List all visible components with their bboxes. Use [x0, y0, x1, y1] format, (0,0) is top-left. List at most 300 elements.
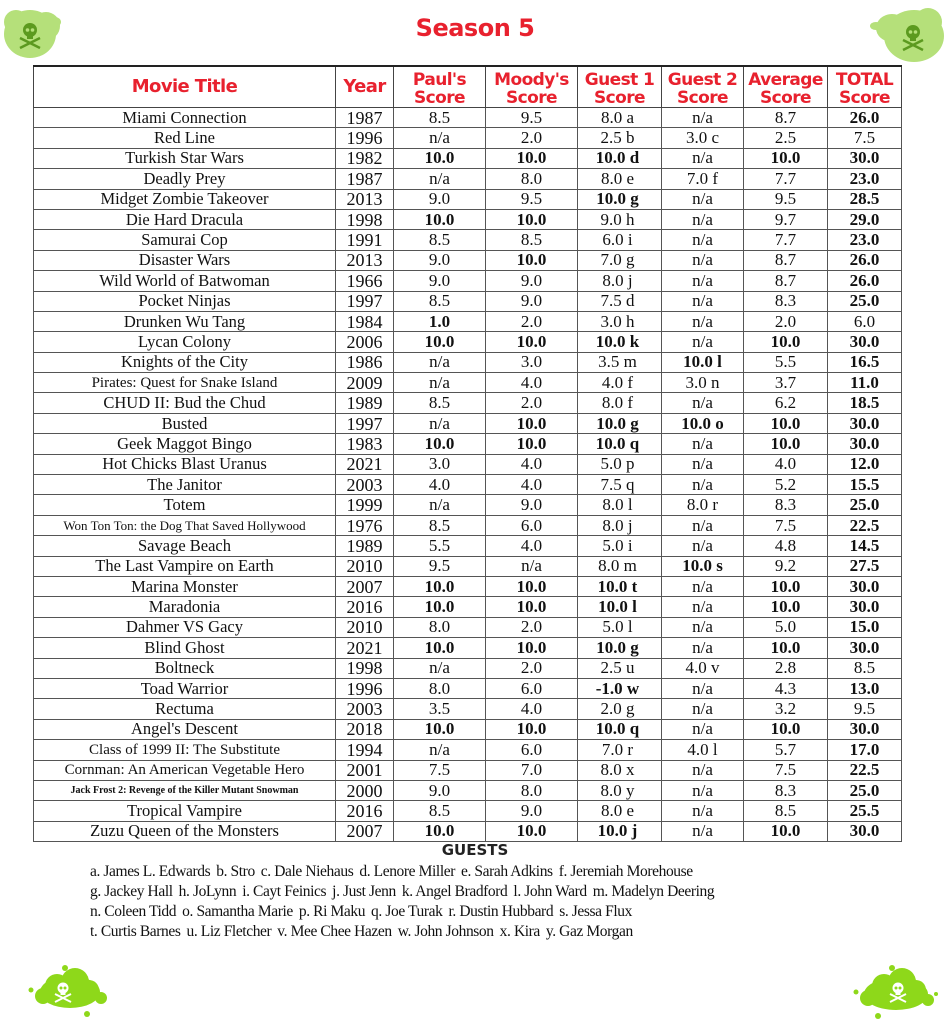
header-movie-title[interactable]: Movie Title — [34, 66, 336, 108]
cell-moody: 4.0 — [486, 536, 578, 556]
cell-paul: 5.5 — [394, 536, 486, 556]
cell-moody: 3.0 — [486, 352, 578, 372]
cell-year: 1994 — [336, 740, 394, 760]
cell-moody: 9.0 — [486, 495, 578, 515]
guest-entry: x. Kira — [499, 923, 540, 940]
cell-guest2: 7.0 f — [662, 169, 744, 189]
table-row — [34, 291, 902, 311]
cell-year: 2003 — [336, 699, 394, 719]
cell-paul: n/a — [394, 658, 486, 678]
cell-average: 2.0 — [744, 311, 828, 331]
table-row — [34, 638, 902, 658]
cell-guest2: n/a — [662, 678, 744, 698]
cell-average: 8.3 — [744, 291, 828, 311]
cell-total: 22.5 — [828, 515, 902, 535]
cell-guest2: n/a — [662, 230, 744, 250]
table-row — [34, 821, 902, 841]
cell-guest1: 3.5 m — [578, 352, 662, 372]
cell-average: 5.7 — [744, 740, 828, 760]
cell-total: 15.0 — [828, 617, 902, 637]
cell-movie: Totem — [34, 495, 336, 515]
cell-paul: 3.0 — [394, 454, 486, 474]
cell-guest2: n/a — [662, 780, 744, 800]
cell-movie: Blind Ghost — [34, 638, 336, 658]
cell-moody: 6.0 — [486, 515, 578, 535]
cell-guest1: 6.0 i — [578, 230, 662, 250]
cell-movie: Marina Monster — [34, 576, 336, 596]
header-total-score[interactable] — [828, 66, 902, 108]
table-row — [34, 128, 902, 148]
cell-movie: Turkish Star Wars — [34, 148, 336, 168]
table-row — [34, 780, 902, 800]
cell-movie: The Janitor — [34, 475, 336, 495]
cell-movie: Angel's Descent — [34, 719, 336, 739]
cell-movie: Jack Frost 2: Revenge of the Killer Mutant Snowman — [34, 780, 336, 800]
cell-paul: 9.0 — [394, 250, 486, 270]
cell-paul: 10.0 — [394, 148, 486, 168]
cell-year: 1999 — [336, 495, 394, 515]
cell-movie: Toad Warrior — [34, 678, 336, 698]
guest-entry: e. Sarah Adkins — [460, 863, 553, 880]
cell-movie: Geek Maggot Bingo — [34, 434, 336, 454]
cell-guest1: 7.0 g — [578, 250, 662, 270]
header-label: Score — [594, 88, 645, 108]
cell-guest1: 2.5 b — [578, 128, 662, 148]
guest-entry: k. Angel Bradford — [401, 883, 508, 900]
cell-movie: Maradonia — [34, 597, 336, 617]
cell-guest2: n/a — [662, 108, 744, 128]
table-row — [34, 230, 902, 250]
cell-paul: 8.5 — [394, 108, 486, 128]
cell-total: 22.5 — [828, 760, 902, 780]
table-row — [34, 576, 902, 596]
cell-guest1: 8.0 y — [578, 780, 662, 800]
toxic-cloud-skull-icon — [848, 960, 943, 1020]
cell-average: 3.7 — [744, 373, 828, 393]
cell-guest1: 7.5 q — [578, 475, 662, 495]
cell-guest2: 10.0 l — [662, 352, 744, 372]
cell-total: 25.5 — [828, 801, 902, 821]
cell-paul: 9.5 — [394, 556, 486, 576]
guest-entry: o. Samantha Marie — [182, 903, 293, 920]
cell-total: 6.0 — [828, 311, 902, 331]
cell-guest2: n/a — [662, 719, 744, 739]
cell-moody: 9.5 — [486, 108, 578, 128]
cell-total: 9.5 — [828, 699, 902, 719]
cell-average: 9.5 — [744, 189, 828, 209]
header-label: Guest 1 — [584, 70, 655, 90]
cell-paul: 10.0 — [394, 597, 486, 617]
cell-moody: 8.5 — [486, 230, 578, 250]
cell-guest2: 3.0 c — [662, 128, 744, 148]
guest-legend-line — [90, 922, 890, 942]
cell-guest1: -1.0 w — [578, 678, 662, 698]
cell-guest2: n/a — [662, 638, 744, 658]
cell-moody: 10.0 — [486, 413, 578, 433]
cell-moody: 10.0 — [486, 332, 578, 352]
cell-moody: 7.0 — [486, 760, 578, 780]
table-row — [34, 719, 902, 739]
cell-guest2: 4.0 v — [662, 658, 744, 678]
cell-paul: 3.5 — [394, 699, 486, 719]
table-row — [34, 740, 902, 760]
cell-total: 30.0 — [828, 719, 902, 739]
cell-guest1: 10.0 q — [578, 434, 662, 454]
cell-guest2: n/a — [662, 393, 744, 413]
cell-average: 8.3 — [744, 495, 828, 515]
cell-guest2: n/a — [662, 617, 744, 637]
cell-average: 3.2 — [744, 699, 828, 719]
cell-average: 10.0 — [744, 597, 828, 617]
cell-year: 2007 — [336, 821, 394, 841]
cell-moody: 9.0 — [486, 271, 578, 291]
cell-year: 2006 — [336, 332, 394, 352]
cell-year: 1998 — [336, 658, 394, 678]
cell-year: 2013 — [336, 250, 394, 270]
table-row — [34, 536, 902, 556]
cell-average: 6.2 — [744, 393, 828, 413]
cell-paul: 10.0 — [394, 719, 486, 739]
cell-paul: 8.5 — [394, 230, 486, 250]
guest-entry: p. Ri Maku — [298, 903, 366, 920]
cell-year: 2016 — [336, 597, 394, 617]
cell-average: 8.7 — [744, 108, 828, 128]
cell-total: 30.0 — [828, 148, 902, 168]
cell-moody: n/a — [486, 556, 578, 576]
cell-year: 1982 — [336, 148, 394, 168]
cell-moody: 2.0 — [486, 617, 578, 637]
cell-guest2: n/a — [662, 760, 744, 780]
cell-guest2: 10.0 o — [662, 413, 744, 433]
header-guest1-score[interactable] — [578, 66, 662, 108]
cell-movie: Pirates: Quest for Snake Island — [34, 373, 336, 393]
cell-year: 2018 — [336, 719, 394, 739]
cell-paul: 10.0 — [394, 332, 486, 352]
cell-guest2: n/a — [662, 475, 744, 495]
cell-paul: 8.5 — [394, 801, 486, 821]
cell-guest2: n/a — [662, 536, 744, 556]
cell-year: 2013 — [336, 189, 394, 209]
cell-paul: 7.5 — [394, 760, 486, 780]
cell-paul: 8.0 — [394, 617, 486, 637]
guest-entry: h. JoLynn — [178, 883, 237, 900]
cell-movie: Wild World of Batwoman — [34, 271, 336, 291]
cell-year: 1987 — [336, 108, 394, 128]
cell-moody: 10.0 — [486, 250, 578, 270]
cell-moody: 2.0 — [486, 658, 578, 678]
cell-moody: 10.0 — [486, 638, 578, 658]
cell-total: 14.5 — [828, 536, 902, 556]
cell-guest1: 8.0 a — [578, 108, 662, 128]
cell-moody: 9.5 — [486, 189, 578, 209]
cell-paul: n/a — [394, 495, 486, 515]
cell-paul: 8.5 — [394, 291, 486, 311]
cell-guest2: n/a — [662, 148, 744, 168]
cell-movie: The Last Vampire on Earth — [34, 556, 336, 576]
cell-average: 9.2 — [744, 556, 828, 576]
cell-year: 1996 — [336, 128, 394, 148]
cell-moody: 8.0 — [486, 169, 578, 189]
cell-average: 10.0 — [744, 434, 828, 454]
cell-guest2: n/a — [662, 515, 744, 535]
cell-guest2: n/a — [662, 250, 744, 270]
cell-total: 18.5 — [828, 393, 902, 413]
cell-guest1: 9.0 h — [578, 209, 662, 229]
cell-total: 12.0 — [828, 454, 902, 474]
scores-table — [33, 65, 902, 842]
cell-movie: Busted — [34, 413, 336, 433]
cell-paul: 9.0 — [394, 780, 486, 800]
cell-guest1: 7.0 r — [578, 740, 662, 760]
header-label: Score — [677, 88, 728, 108]
cell-total: 25.0 — [828, 495, 902, 515]
cell-total: 25.0 — [828, 291, 902, 311]
cell-paul: n/a — [394, 352, 486, 372]
header-moody-score[interactable] — [486, 66, 578, 108]
cell-guest2: n/a — [662, 597, 744, 617]
cell-paul: 1.0 — [394, 311, 486, 331]
cell-total: 16.5 — [828, 352, 902, 372]
header-label: Score — [506, 88, 557, 108]
cell-guest1: 8.0 x — [578, 760, 662, 780]
cell-total: 17.0 — [828, 740, 902, 760]
cell-average: 5.2 — [744, 475, 828, 495]
cell-total: 30.0 — [828, 821, 902, 841]
table-row — [34, 617, 902, 637]
cell-moody: 9.0 — [486, 291, 578, 311]
table-row — [34, 393, 902, 413]
cell-paul: 10.0 — [394, 434, 486, 454]
cell-guest1: 10.0 j — [578, 821, 662, 841]
table-row — [34, 760, 902, 780]
guest-entry: v. Mee Chee Hazen — [277, 923, 392, 940]
cell-moody: 9.0 — [486, 801, 578, 821]
cell-total: 13.0 — [828, 678, 902, 698]
cell-total: 26.0 — [828, 108, 902, 128]
cell-total: 30.0 — [828, 434, 902, 454]
header-average-score[interactable] — [744, 66, 828, 108]
table-row — [34, 454, 902, 474]
cell-moody: 10.0 — [486, 434, 578, 454]
cell-year: 1966 — [336, 271, 394, 291]
cell-average: 10.0 — [744, 821, 828, 841]
cell-average: 10.0 — [744, 413, 828, 433]
guest-entry: q. Joe Turak — [371, 903, 443, 920]
cell-paul: n/a — [394, 169, 486, 189]
table-row — [34, 189, 902, 209]
cell-paul: 8.0 — [394, 678, 486, 698]
table-row — [34, 169, 902, 189]
cell-paul: n/a — [394, 740, 486, 760]
cell-total: 8.5 — [828, 658, 902, 678]
cell-movie: Midget Zombie Takeover — [34, 189, 336, 209]
cell-year: 1997 — [336, 291, 394, 311]
cell-moody: 10.0 — [486, 576, 578, 596]
table-row — [34, 271, 902, 291]
cell-guest2: n/a — [662, 821, 744, 841]
cell-year: 2021 — [336, 638, 394, 658]
cell-average: 10.0 — [744, 638, 828, 658]
cell-moody: 10.0 — [486, 597, 578, 617]
table-row — [34, 495, 902, 515]
cell-average: 5.0 — [744, 617, 828, 637]
cell-year: 1997 — [336, 413, 394, 433]
cell-movie: Pocket Ninjas — [34, 291, 336, 311]
table-row — [34, 209, 902, 229]
cell-guest2: n/a — [662, 801, 744, 821]
cell-year: 1989 — [336, 393, 394, 413]
table-row — [34, 352, 902, 372]
cell-movie: Hot Chicks Blast Uranus — [34, 454, 336, 474]
table-row — [34, 434, 902, 454]
cell-guest1: 2.5 u — [578, 658, 662, 678]
cell-paul: 10.0 — [394, 821, 486, 841]
table-row — [34, 658, 902, 678]
guest-legend-line — [90, 882, 890, 902]
cell-guest2: 4.0 l — [662, 740, 744, 760]
cell-guest1: 10.0 g — [578, 638, 662, 658]
cell-guest1: 8.0 l — [578, 495, 662, 515]
cell-year: 1998 — [336, 209, 394, 229]
cell-year: 2016 — [336, 801, 394, 821]
cell-moody: 10.0 — [486, 821, 578, 841]
cell-total: 30.0 — [828, 576, 902, 596]
cell-guest1: 8.0 e — [578, 169, 662, 189]
cell-average: 7.5 — [744, 515, 828, 535]
cell-guest2: 10.0 s — [662, 556, 744, 576]
cell-paul: 9.0 — [394, 271, 486, 291]
cell-moody: 2.0 — [486, 393, 578, 413]
cell-guest1: 10.0 k — [578, 332, 662, 352]
cell-total: 7.5 — [828, 128, 902, 148]
header-paul-score[interactable] — [394, 66, 486, 108]
cell-guest2: n/a — [662, 454, 744, 474]
page-title: Season 5 — [415, 14, 535, 42]
cell-guest1: 8.0 j — [578, 515, 662, 535]
cell-average: 7.5 — [744, 760, 828, 780]
cell-movie: Dahmer VS Gacy — [34, 617, 336, 637]
cell-guest2: n/a — [662, 271, 744, 291]
cell-year: 1991 — [336, 230, 394, 250]
header-label: Moody's — [494, 70, 569, 90]
cell-guest2: 8.0 r — [662, 495, 744, 515]
table-row — [34, 515, 902, 535]
cell-paul: n/a — [394, 373, 486, 393]
guest-legend-line — [90, 902, 890, 922]
cell-average: 10.0 — [744, 576, 828, 596]
cell-guest2: n/a — [662, 209, 744, 229]
cell-movie: Boltneck — [34, 658, 336, 678]
cell-guest2: n/a — [662, 332, 744, 352]
cell-total: 25.0 — [828, 780, 902, 800]
guest-legend-line — [90, 862, 890, 882]
cell-total: 26.0 — [828, 271, 902, 291]
cell-total: 23.0 — [828, 169, 902, 189]
table-row — [34, 678, 902, 698]
cell-moody: 4.0 — [486, 373, 578, 393]
cell-year: 1996 — [336, 678, 394, 698]
table-row — [34, 373, 902, 393]
header-label: Paul's — [412, 70, 467, 90]
guest-entry: u. Liz Fletcher — [186, 923, 272, 940]
cell-year: 2000 — [336, 780, 394, 800]
cell-guest1: 5.0 l — [578, 617, 662, 637]
cell-movie: Die Hard Dracula — [34, 209, 336, 229]
cell-average: 7.7 — [744, 169, 828, 189]
cell-guest1: 10.0 d — [578, 148, 662, 168]
cell-total: 30.0 — [828, 597, 902, 617]
cell-average: 4.8 — [744, 536, 828, 556]
cell-total: 11.0 — [828, 373, 902, 393]
cell-moody: 10.0 — [486, 719, 578, 739]
cell-guest2: n/a — [662, 311, 744, 331]
cell-guest1: 8.0 j — [578, 271, 662, 291]
table-row — [34, 148, 902, 168]
cell-moody: 8.0 — [486, 780, 578, 800]
cell-guest2: n/a — [662, 434, 744, 454]
cell-movie: Savage Beach — [34, 536, 336, 556]
cell-moody: 4.0 — [486, 454, 578, 474]
cell-movie: Zuzu Queen of the Monsters — [34, 821, 336, 841]
guests-heading: GUESTS — [441, 841, 509, 859]
cell-movie: Won Ton Ton: the Dog That Saved Hollywood — [34, 515, 336, 535]
guest-entry: j. Just Jenn — [332, 883, 396, 900]
cell-movie: Cornman: An American Vegetable Hero — [34, 760, 336, 780]
table-row — [34, 699, 902, 719]
cell-guest1: 2.0 g — [578, 699, 662, 719]
cell-year: 1984 — [336, 311, 394, 331]
cell-paul: 8.5 — [394, 515, 486, 535]
cell-movie: CHUD II: Bud the Chud — [34, 393, 336, 413]
cell-moody: 4.0 — [486, 475, 578, 495]
cell-moody: 10.0 — [486, 148, 578, 168]
cell-average: 8.5 — [744, 801, 828, 821]
table-row — [34, 413, 902, 433]
cell-year: 2007 — [336, 576, 394, 596]
cell-moody: 6.0 — [486, 740, 578, 760]
cell-guest1: 8.0 m — [578, 556, 662, 576]
cell-guest1: 3.0 h — [578, 311, 662, 331]
cell-paul: n/a — [394, 413, 486, 433]
cell-guest1: 10.0 l — [578, 597, 662, 617]
header-year[interactable]: Year — [336, 66, 394, 108]
cell-year: 1976 — [336, 515, 394, 535]
cell-total: 30.0 — [828, 638, 902, 658]
guest-entry: f. Jeremiah Morehouse — [558, 863, 693, 880]
guest-entry: t. Curtis Barnes — [90, 923, 181, 940]
cell-year: 2009 — [336, 373, 394, 393]
cell-moody: 6.0 — [486, 678, 578, 698]
table-row — [34, 475, 902, 495]
cell-moody: 10.0 — [486, 209, 578, 229]
cell-paul: 10.0 — [394, 209, 486, 229]
cell-year: 2010 — [336, 617, 394, 637]
cell-year: 2003 — [336, 475, 394, 495]
cell-movie: Tropical Vampire — [34, 801, 336, 821]
cell-paul: 9.0 — [394, 189, 486, 209]
cell-guest1: 10.0 t — [578, 576, 662, 596]
header-guest2-score[interactable] — [662, 66, 744, 108]
guest-entry: i. Cayt Feinics — [242, 883, 327, 900]
cell-guest2: n/a — [662, 576, 744, 596]
cell-paul: 8.5 — [394, 393, 486, 413]
cell-movie: Knights of the City — [34, 352, 336, 372]
cell-total: 29.0 — [828, 209, 902, 229]
cell-guest1: 8.0 f — [578, 393, 662, 413]
cell-year: 1986 — [336, 352, 394, 372]
guest-entry: s. Jessa Flux — [559, 903, 632, 920]
header-label: Average — [748, 70, 823, 90]
